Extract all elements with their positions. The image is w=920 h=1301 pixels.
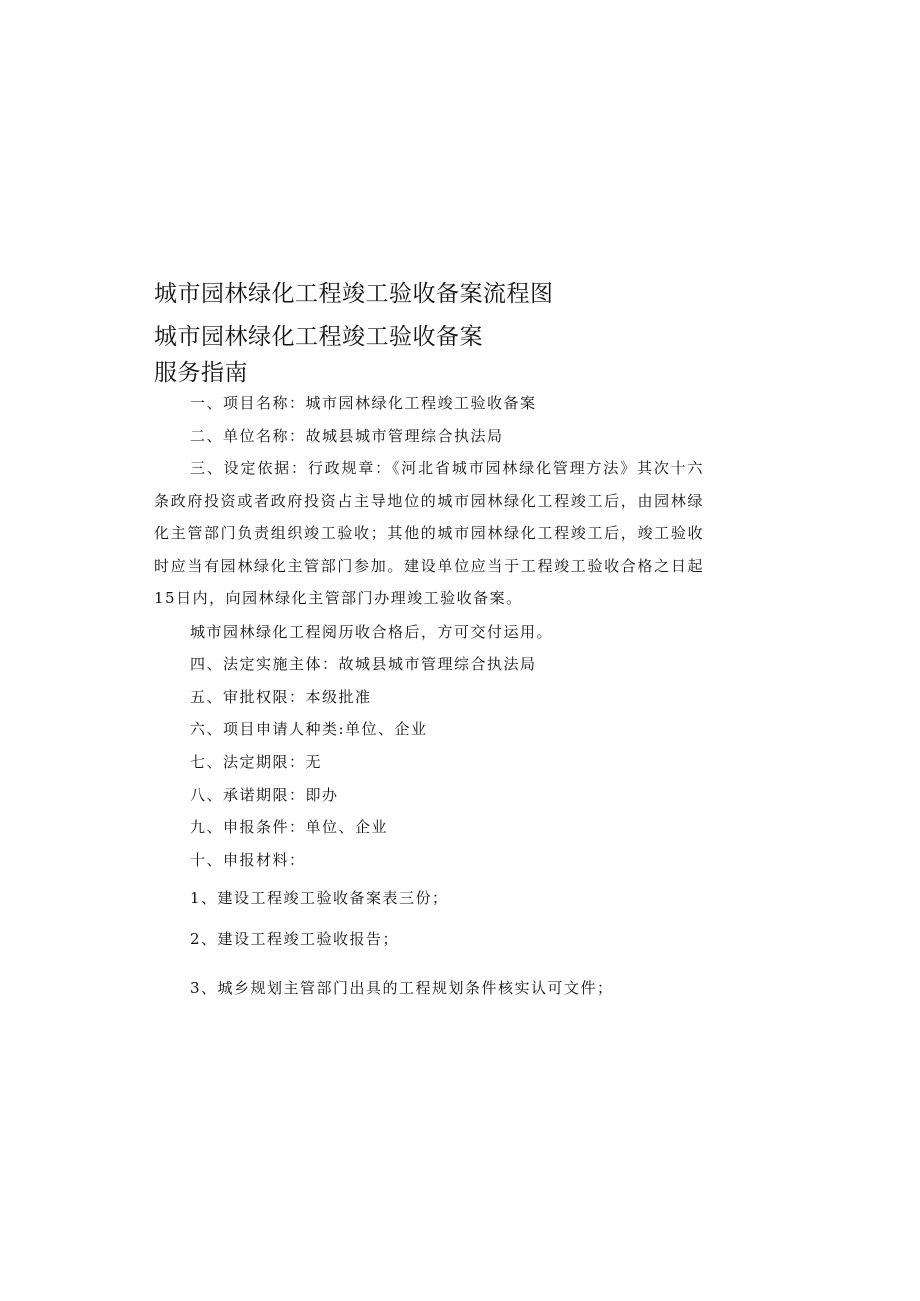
item-unit-name: 二、单位名称：故城县城市管理综合执法局 [190,427,504,445]
item-materials-title: 十、申报材料： [190,851,306,869]
material-item: 2、建设工程竣工验收报告； [190,930,400,948]
guide-title-line2: 服务指南 [154,360,248,386]
item-basis-paragraph: 三、设定依据：行政规章：《河北省城市园林绿化管理方法》其次十六条政府投资或者政府投资占主导地位的城市园林绿化工程竣工后，由园林绿化主管部门负责组织竣工验收；其他的城市园林绿化工程竣工后，竣工验收时应当有园林绿化主管部门参加。建设单位应当于工程竣工验收合格之日起15日内，向园林绿化主管部门办理竣工验收备案。 [154,459,704,607]
item-basis-note: 城市园林绿化工程阅历收合格后，方可交付运用。 [190,623,554,641]
flowchart-title: 城市园林绿化工程竣工验收备案流程图 [154,281,554,307]
item-promised-deadline: 八、承诺期限：即办 [190,786,339,804]
item-implementing-body: 四、法定实施主体：故城县城市管理综合执法局 [190,655,537,673]
item-approval-authority: 五、审批权限：本级批准 [190,688,372,706]
guide-title-line1: 城市园林绿化工程竣工验收备案 [154,324,483,350]
item-applicant-type: 六、项目申请人种类:单位、企业 [190,720,428,738]
material-item: 3、城乡规划主管部门出具的工程规划条件核实认可文件； [190,979,614,997]
item-legal-deadline: 七、法定期限：无 [190,753,323,771]
item-conditions: 九、申报条件：单位、企业 [190,818,389,836]
item-project-name: 一、项目名称：城市园林绿化工程竣工验收备案 [190,394,537,412]
material-item: 1、建设工程竣工验收备案表三份； [190,889,449,907]
